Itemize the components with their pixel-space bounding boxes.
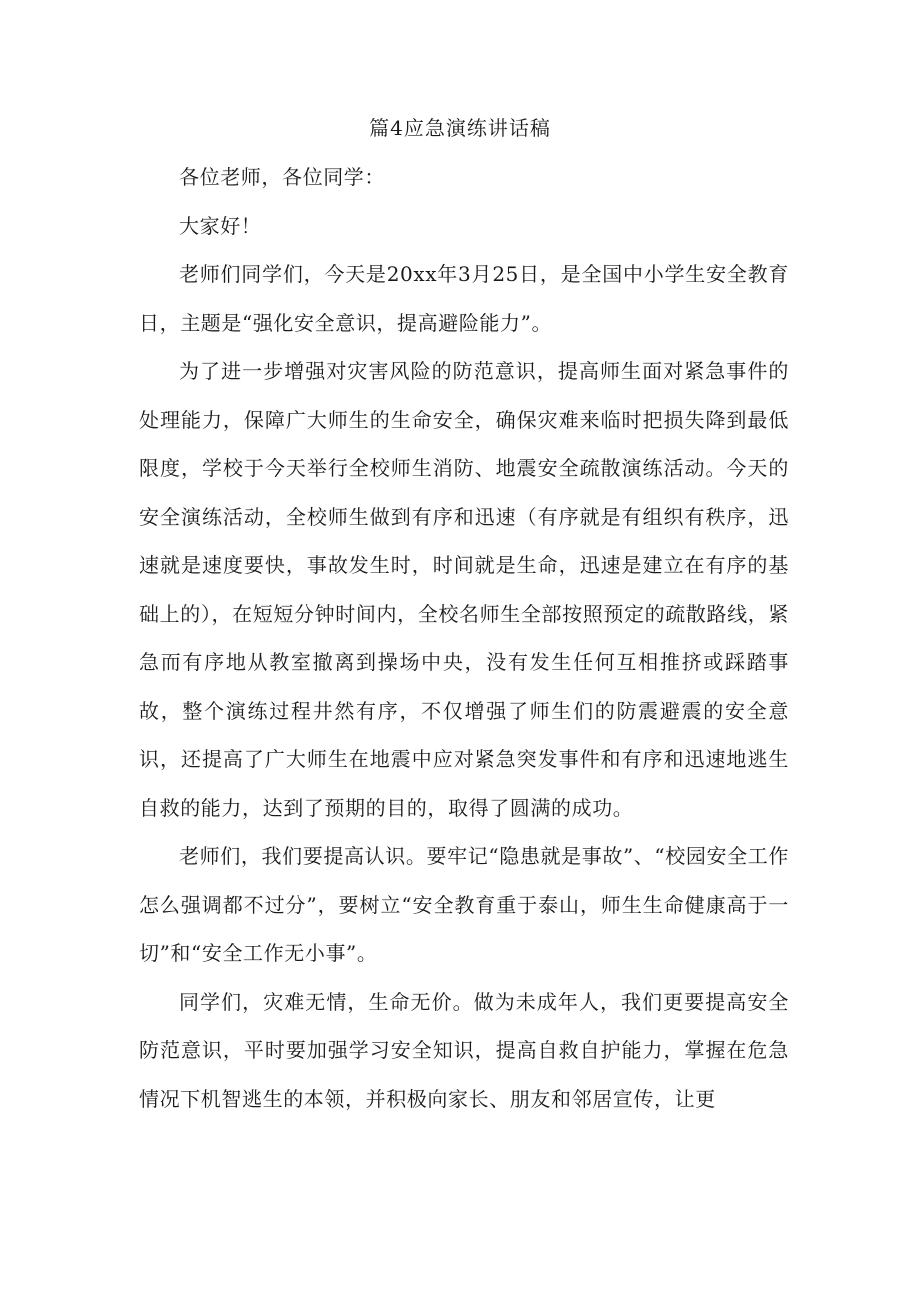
document-title: 篇4应急演练讲话稿 (369, 116, 551, 140)
document-body (139, 153, 789, 1123)
students-paragraph: 同学们，灾难无情，生命无价。做为未成年人，我们更要提高安全防范意识，平时要加强学习安全知识，提高自救自护能力，掌握在危急情况下机智逃生的本领，并积极向家长、朋友和邻居宣传，让更 (139, 989, 789, 1111)
intro-paragraph: 老师们同学们，今天是20xx年3月25日，是全国中小学生安全教育日，主题是“强化安全意识，提高避险能力”。 (139, 262, 789, 335)
salutation-paragraph: 各位老师，各位同学： (179, 165, 385, 189)
teachers-paragraph: 老师们，我们要提高认识。要牢记“隐患就是事故”、“校园安全工作怎么强调都不过分”，要树立“安全教育重于泰山，师生生命健康高于一切”和“安全工作无小事”。 (139, 844, 789, 965)
drill-summary-paragraph: 为了进一步增强对灾害风险的防范意识，提高师生面对紧急事件的处理能力，保障广大师生的生命安全，确保灾难来临时把损失降到最低限度，学校于今天举行全校师生消防、地震安全疏散演练活动。今天的安全演练活动，全校师生做到有序和迅速（有序就是有组织有秩序，迅速就是速度要快，事故发生时，时间就是生命，迅速是建立在有序的基础上的），在短短分钟时间内，全校名师生全部按照预定的疏散路线，紧急而有序地从教室撤离到操场中央，没有发生任何互相推挤或踩踏事故，整个演练过程井然有序，不仅增强了师生们的防震避震的安全意识，还提高了广大师生在地震中应对紧急突发事件和有序和迅速地逃生自救的能力，达到了预期的目的，取得了圆满的成功。 (139, 359, 789, 820)
greeting-paragraph: 大家好！ (179, 213, 262, 238)
